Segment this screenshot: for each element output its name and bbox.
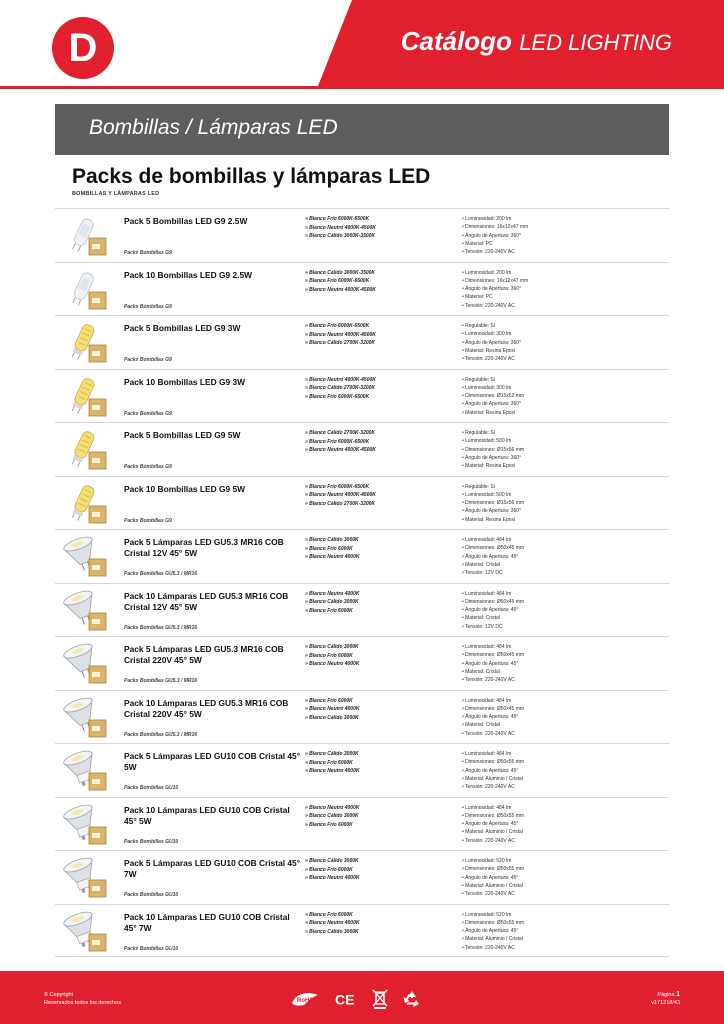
spec-item: • Dimensiones: Ø50x45 mm	[462, 652, 525, 659]
color-temperature-item: » Blanco Neutro 4000K-4500K	[305, 492, 376, 499]
spec-item: • Ángulo de Apertura: 360°	[462, 401, 522, 408]
color-temperature-item: » Blanco Neutro 4000K	[305, 875, 360, 882]
spec-item: • Tensión: 220-240V AC	[462, 677, 515, 684]
spec-item: • Material: Resina Epoxi	[462, 347, 516, 354]
spec-item: • Ángulo de Apertura: 45°	[462, 874, 519, 881]
version-text: v171218/43	[651, 1000, 680, 1006]
product-category: Packs Bombillas GU5.3 / MR16	[124, 731, 198, 738]
color-temperature-list	[305, 643, 455, 669]
color-temperature-item: » Blanco Frío 6000K	[305, 545, 353, 552]
spec-item: • Ángulo de Apertura: 45°	[462, 607, 519, 614]
product-row	[55, 476, 669, 530]
color-temperature-item: » Blanco Neutro 4000K	[305, 554, 360, 561]
color-temperature-item: » Blanco Cálido 2700K-3200K	[305, 340, 376, 347]
product-category: Packs Bombillas G9	[124, 303, 172, 310]
color-temperature-item: » Blanco Cálido 3000K	[305, 813, 359, 820]
product-category: Packs Bombillas GU10	[124, 892, 179, 898]
color-temperature-item: » Blanco Frío 6000K-6500K	[305, 438, 370, 445]
spec-list	[462, 483, 667, 524]
color-temperature-item: » Blanco Cálido 3000K	[305, 644, 359, 650]
spec-list	[462, 857, 667, 898]
spec-item: • Tensión: 220-240V AC	[462, 730, 515, 737]
spec-item: • Ángulo de Apertura: 360°	[462, 508, 522, 515]
color-temperature-list	[305, 911, 455, 937]
color-temperature-item: » Blanco Cálido 3000K-3500K	[305, 233, 376, 240]
product-thumbnail-icon	[63, 268, 109, 312]
color-temperature-list	[305, 804, 455, 830]
color-temperature-list	[305, 322, 455, 348]
spec-item: • Material: Aluminio / Cristal	[462, 829, 523, 836]
product-name: Pack 10 Lámparas LED GU10 COB Cristal 45° 5W	[124, 804, 290, 826]
spec-item: • Ángulo de Apertura: 360°	[462, 454, 522, 461]
product-row	[55, 797, 669, 851]
spec-item: • Regulable: Sí	[462, 376, 496, 383]
product-thumbnail-icon	[63, 482, 109, 526]
product-category: Packs Bombillas G9	[124, 357, 172, 363]
product-row	[55, 529, 669, 583]
color-temperature-item: » Blanco Frío 6000K	[305, 759, 353, 766]
product-row	[55, 315, 669, 369]
rohs-icon	[290, 991, 320, 1007]
spec-item: • Luminosidad: 484 lm	[462, 644, 512, 650]
product-name: Pack 5 Bombillas LED G9 5W	[124, 430, 241, 440]
catalog-title-bold: Catálogo	[400, 26, 512, 56]
product-thumbnail-icon	[63, 321, 109, 365]
color-temperature-item: » Blanco Neutro 4000K-4500K	[305, 376, 376, 383]
recycle-icon	[402, 989, 422, 1009]
color-temperature-item: » Blanco Cálido 3000K	[305, 599, 359, 606]
product-row	[55, 690, 669, 744]
spec-item: • Tensión: 220-240V AC	[462, 891, 515, 898]
spec-item: • Ángulo de Apertura: 360°	[462, 286, 522, 293]
color-temperature-list	[305, 697, 455, 723]
spec-item: • Material: Aluminio / Cristal	[462, 775, 523, 782]
color-temperature-item: » Blanco Cálido 2700K-3200K	[305, 500, 376, 507]
spec-item: • Luminosidad: 520 lm	[462, 911, 512, 918]
ce-label: CE	[335, 991, 355, 1007]
color-temperature-item: » Blanco Neutro 4000K	[305, 661, 360, 668]
color-temperature-item: » Blanco Frío 6000K-6500K	[305, 483, 370, 490]
color-temperature-list	[305, 215, 455, 241]
product-name: Pack 10 Lámparas LED GU5.3 MR16 COB Cristal 220V 45° 5W	[124, 697, 289, 719]
spec-item: • Material: Cristal	[462, 668, 500, 675]
color-temperature-item: » Blanco Frío 6000K-6500K	[305, 216, 370, 222]
color-temperature-item: » Blanco Neutro 4000K-4500K	[305, 224, 376, 231]
spec-item: • Luminosidad: 500 lm	[462, 438, 512, 445]
spec-item: • Luminosidad: 200 lm	[462, 216, 512, 222]
spec-item: • Material: Resina Epoxi	[462, 409, 516, 416]
spec-list	[462, 643, 667, 684]
spec-item: • Ángulo de Apertura: 360°	[462, 339, 522, 346]
spec-item: • Dimensiones: 16x12x47 mm	[462, 277, 529, 284]
product-thumbnail-icon	[63, 589, 109, 633]
spec-item: • Dimensiones: Ø15x56 mm	[462, 446, 525, 453]
color-temperature-item: » Blanco Frío 6000K	[305, 652, 353, 659]
color-temperature-list	[305, 750, 455, 776]
product-row	[55, 262, 669, 316]
product-category: Packs Bombillas GU10	[124, 785, 179, 791]
spec-list	[462, 536, 667, 577]
color-temperature-list	[305, 483, 455, 509]
spec-item: • Luminosidad: 200 lm	[462, 269, 512, 276]
spec-item: • Material: Cristal	[462, 561, 500, 568]
footer	[0, 971, 724, 1024]
ce-mark-icon	[334, 991, 358, 1007]
product-thumbnail-icon	[63, 696, 109, 740]
product-row	[55, 369, 669, 423]
product-row	[55, 904, 669, 958]
product-list	[55, 208, 669, 957]
page-number: 1	[676, 991, 680, 998]
color-temperature-item: » Blanco Neutro 4000K-4500K	[305, 286, 376, 293]
product-row	[55, 422, 669, 476]
product-thumbnail-icon	[63, 803, 109, 847]
section-title: Bombillas / Lámparas LED	[89, 116, 338, 139]
spec-list	[462, 697, 667, 738]
spec-item: • Dimensiones: Ø50x55 mm	[462, 866, 525, 873]
spec-list	[462, 429, 667, 470]
spec-list	[462, 322, 667, 363]
color-temperature-item: » Blanco Neutro 4000K	[305, 706, 360, 713]
product-category: Packs Bombillas GU10	[124, 945, 179, 952]
copyright-block	[44, 991, 121, 1007]
color-temperature-item: » Blanco Cálido 3000K-3500K	[305, 269, 376, 276]
product-thumbnail-icon	[63, 375, 109, 419]
product-name: Pack 10 Bombillas LED G9 5W	[124, 483, 246, 494]
color-temperature-item: » Blanco Neutro 4000K-4500K	[305, 447, 376, 454]
spec-item: • Luminosidad: 300 lm	[462, 331, 512, 338]
product-category: Packs Bombillas GU5.3 / MR16	[124, 571, 198, 577]
page-info	[651, 991, 680, 1007]
catalog-title	[401, 26, 672, 57]
product-name: Pack 5 Lámparas LED GU5.3 MR16 COB Cristal 12V 45° 5W	[124, 537, 284, 558]
color-temperature-item: » Blanco Frío 6000K	[305, 697, 353, 704]
spec-item: • Regulable: Sí	[462, 483, 496, 490]
spec-item: • Dimensiones: 16x12x47 mm	[462, 224, 529, 231]
color-temperature-item: » Blanco Cálido 2700K-3200K	[305, 385, 376, 392]
spec-item: • Tensión: 12V DC	[462, 570, 503, 577]
product-name: Pack 5 Bombillas LED G9 2.5W	[124, 216, 248, 226]
spec-item: • Regulable: Sí	[462, 323, 496, 329]
spec-item: • Material: Cristal	[462, 615, 500, 622]
spec-item: • Ángulo de Apertura: 45°	[462, 660, 519, 667]
product-thumbnail-icon	[63, 856, 109, 900]
product-name: Pack 5 Lámparas LED GU5.3 MR16 COB Cristal 220V 45° 5W	[124, 644, 284, 665]
spec-item: • Tensión: 220-240V AC	[462, 249, 515, 256]
color-temperature-item: » Blanco Cálido 3000K	[305, 928, 359, 935]
page-label: Página	[657, 992, 675, 998]
page-subtitle: BOMBILLAS Y LÁMPARAS LED	[72, 191, 160, 197]
brand-logo[interactable]	[52, 17, 114, 79]
spec-item: • Dimensiones: Ø50x45 mm	[462, 545, 525, 552]
copyright-text: © Copyright	[44, 992, 74, 998]
spec-item: • Material: Cristal	[462, 722, 500, 729]
color-temperature-item: » Blanco Neutro 4000K-4500K	[305, 331, 376, 338]
spec-item: • Ángulo de Apertura: 45°	[462, 821, 519, 828]
color-temperature-item: » Blanco Frío 6000K-6500K	[305, 323, 370, 329]
color-temperature-list	[305, 376, 455, 402]
color-temperature-item: » Blanco Neutro 4000K	[305, 804, 360, 811]
spec-item: • Tensión: 220-240V AC	[462, 356, 515, 363]
product-category: Packs Bombillas GU10	[124, 838, 179, 845]
spec-item: • Tensión: 220-240V AC	[462, 944, 515, 951]
spec-item: • Tensión: 220-240V AC	[462, 784, 515, 791]
product-thumbnail-icon	[63, 910, 109, 954]
product-category: Packs Bombillas G9	[124, 464, 172, 470]
color-temperature-item: » Blanco Cálido 3000K	[305, 858, 359, 864]
spec-item: • Ángulo de Apertura: 45°	[462, 553, 519, 560]
spec-item: • Ángulo de Apertura: 45°	[462, 928, 519, 935]
product-category: Packs Bombillas G9	[124, 517, 172, 524]
rohs-label: RoHS	[297, 998, 314, 1004]
product-row	[55, 636, 669, 690]
color-temperature-list	[305, 269, 455, 295]
product-thumbnail-icon	[63, 214, 109, 258]
product-thumbnail-icon	[63, 749, 109, 793]
spec-item: • Luminosidad: 300 lm	[462, 384, 512, 391]
product-category: Packs Bombillas GU5.3 / MR16	[124, 624, 198, 631]
product-thumbnail-icon	[63, 642, 109, 686]
color-temperature-item: » Blanco Neutro 4000K	[305, 590, 360, 597]
color-temperature-item: » Blanco Neutro 4000K	[305, 920, 360, 927]
product-name: Pack 5 Lámparas LED GU10 COB Cristal 45° 5W	[124, 751, 301, 772]
product-thumbnail-icon	[63, 535, 109, 579]
color-temperature-list	[305, 536, 455, 562]
spec-item: • Material: Aluminio / Cristal	[462, 936, 523, 943]
product-category: Packs Bombillas GU5.3 / MR16	[124, 678, 198, 684]
color-temperature-item: » Blanco Neutro 4000K	[305, 768, 360, 775]
product-row	[55, 743, 669, 797]
spec-item: • Material: Aluminio / Cristal	[462, 882, 523, 889]
spec-item: • Ángulo de Apertura: 45°	[462, 714, 519, 721]
logo-letter: D	[68, 26, 98, 70]
spec-item: • Material: PC	[462, 240, 493, 247]
product-row	[55, 850, 669, 904]
spec-item: • Luminosidad: 484 lm	[462, 537, 512, 543]
spec-list	[462, 590, 667, 631]
spec-item: • Dimensiones: Ø15x56 mm	[462, 500, 525, 507]
product-name: Pack 5 Bombillas LED G9 3W	[124, 323, 241, 333]
spec-list	[462, 911, 667, 952]
rights-text: Reservados todos los derechos	[44, 1000, 122, 1006]
color-temperature-item: » Blanco Cálido 3000K	[305, 537, 359, 543]
color-temperature-item: » Blanco Cálido 3000K	[305, 751, 359, 757]
weee-bin-icon	[372, 989, 388, 1009]
section-banner	[55, 104, 669, 155]
product-name: Pack 10 Lámparas LED GU10 COB Cristal 45° 7W	[124, 911, 290, 933]
spec-item: • Luminosidad: 500 lm	[462, 491, 512, 498]
spec-item: • Dimensiones: Ø15x52 mm	[462, 393, 525, 400]
spec-item: • Dimensiones: Ø50x45 mm	[462, 705, 525, 712]
product-row	[55, 583, 669, 637]
product-name: Pack 5 Lámparas LED GU10 COB Cristal 45° 7W	[124, 858, 301, 879]
product-name: Pack 10 Lámparas LED GU5.3 MR16 COB Cristal 12V 45° 5W	[124, 590, 289, 612]
color-temperature-item: » Blanco Frío 6000K-6500K	[305, 393, 370, 400]
spec-item: • Dimensiones: Ø50x55 mm	[462, 812, 525, 819]
spec-list	[462, 804, 667, 845]
color-temperature-item: » Blanco Cálido 2700K-3200K	[305, 430, 376, 436]
spec-item: • Material: Resina Epoxi	[462, 516, 516, 523]
spec-item: • Luminosidad: 484 lm	[462, 751, 512, 757]
color-temperature-list	[305, 429, 455, 455]
spec-item: • Regulable: Sí	[462, 430, 496, 436]
spec-item: • Dimensiones: Ø50x55 mm	[462, 919, 525, 926]
certification-icons	[290, 988, 422, 1010]
product-category: Packs Bombillas G9	[124, 410, 172, 417]
spec-item: • Luminosidad: 484 lm	[462, 590, 512, 597]
product-category: Packs Bombillas G9	[124, 250, 172, 256]
spec-item: • Luminosidad: 484 lm	[462, 804, 512, 811]
catalog-title-light: LED LIGHTING	[519, 30, 672, 55]
spec-item: • Ángulo de Apertura: 45°	[462, 767, 519, 774]
spec-item: • Luminosidad: 520 lm	[462, 858, 512, 864]
product-row	[55, 208, 669, 262]
product-name: Pack 10 Bombillas LED G9 2.5W	[124, 269, 253, 280]
spec-item: • Ángulo de Apertura: 360°	[462, 232, 522, 239]
color-temperature-item: » Blanco Frío 6000K	[305, 866, 353, 873]
page-title: Packs de bombillas y lámparas LED	[72, 165, 431, 188]
spec-item: • Dimensiones: Ø50x55 mm	[462, 759, 525, 766]
spec-item: • Tensión: 12V DC	[462, 623, 503, 630]
product-thumbnail-icon	[63, 428, 109, 472]
spec-item: • Dimensiones: Ø50x45 mm	[462, 598, 525, 605]
product-name: Pack 10 Bombillas LED G9 3W	[124, 376, 246, 387]
spec-list	[462, 269, 667, 310]
color-temperature-item: » Blanco Frío 6000K	[305, 821, 353, 828]
spec-list	[462, 376, 667, 417]
color-temperature-item: » Blanco Frío 6000K-6500K	[305, 278, 370, 285]
color-temperature-list	[305, 590, 455, 616]
color-temperature-item: » Blanco Frío 6000K	[305, 911, 353, 918]
spec-list	[462, 750, 667, 791]
spec-item: • Luminosidad: 484 lm	[462, 697, 512, 704]
spec-list	[462, 215, 667, 256]
color-temperature-list	[305, 857, 455, 883]
color-temperature-item: » Blanco Cálido 3000K	[305, 714, 359, 721]
spec-item: • Tensión: 220-240V AC	[462, 837, 515, 844]
spec-item: • Material: Resina Epoxi	[462, 463, 516, 470]
spec-item: • Material: PC	[462, 294, 493, 301]
spec-item: • Tensión: 220-240V AC	[462, 302, 515, 309]
color-temperature-item: » Blanco Frío 6000K	[305, 607, 353, 614]
